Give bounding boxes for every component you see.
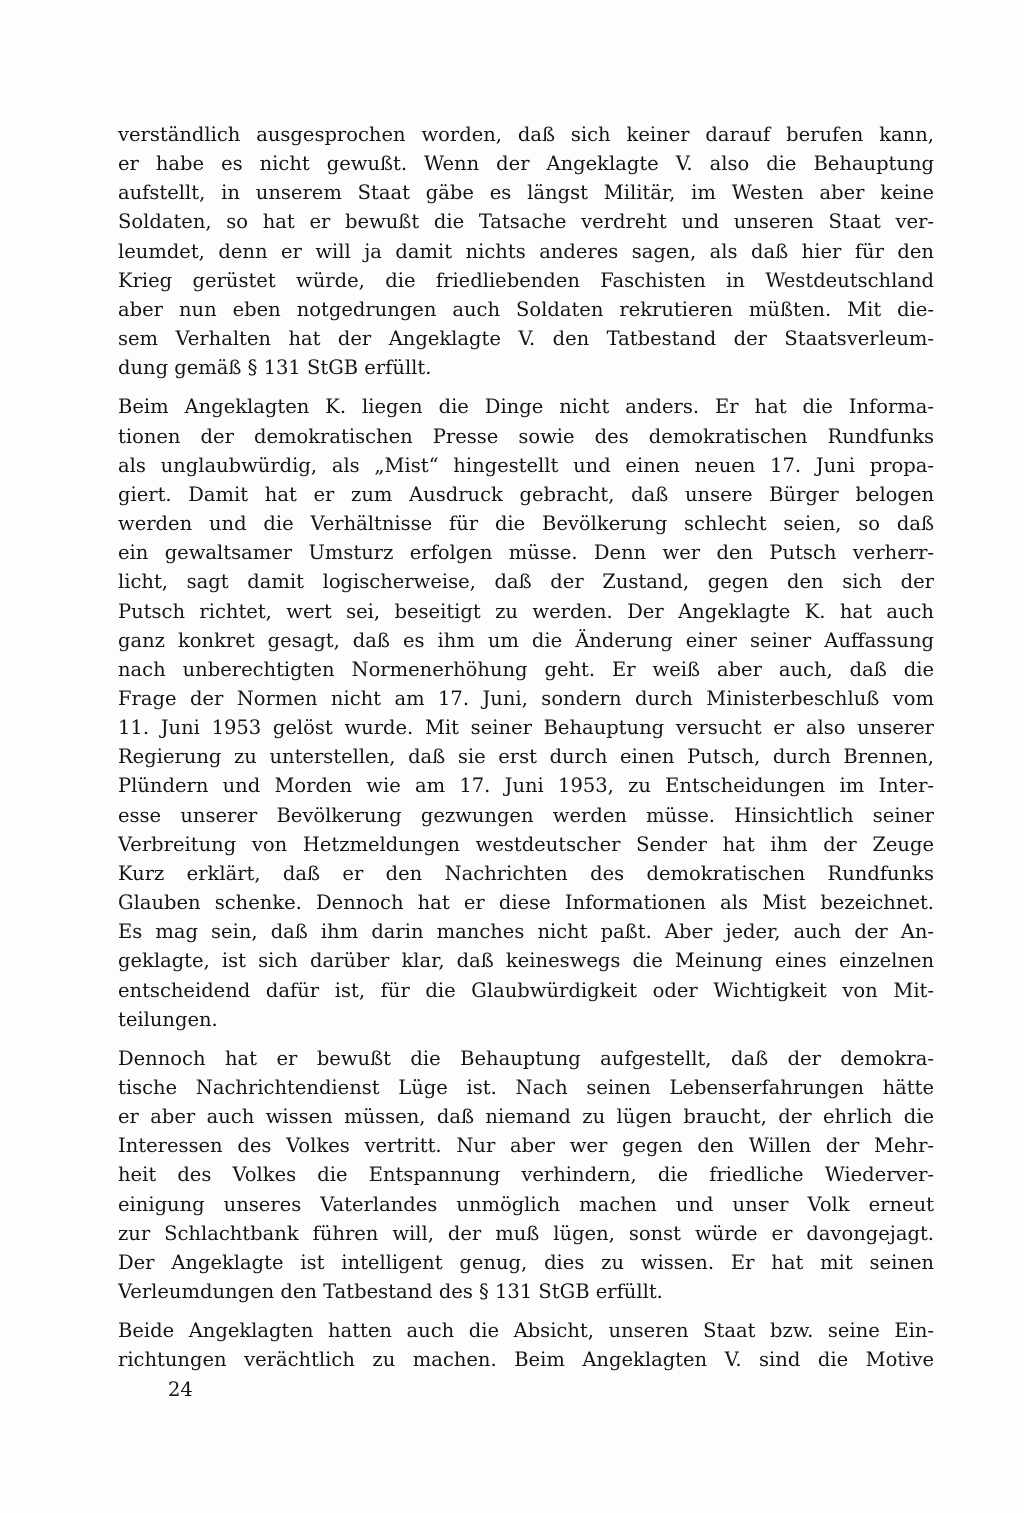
text-line: Beim Angeklagten K. liegen die Dinge nicht anders. Er hat die Informa- bbox=[118, 395, 934, 419]
text-line: Verleumdungen den Tatbestand des § 131 StGB erfüllt. bbox=[118, 1280, 663, 1304]
text-line: teilungen. bbox=[118, 1007, 218, 1031]
text-line: Der Angeklagte ist intelligent genug, dies zu wissen. Er hat mit seinen bbox=[118, 1250, 934, 1274]
text-line: Krieg gerüstet würde, die friedliebenden Faschisten in Westdeutschland bbox=[118, 268, 934, 292]
text-line: leumdet, denn er will ja damit nichts anderes sagen, als daß hier für den bbox=[118, 239, 934, 263]
text-line: Plündern und Morden wie am 17. Juni 1953, zu Entscheidungen im Inter- bbox=[118, 774, 934, 798]
body-text bbox=[118, 120, 934, 1385]
text-line: 11. Juni 1953 gelöst wurde. Mit seiner Behauptung versucht er also unserer bbox=[118, 716, 934, 740]
text-line: Frage der Normen nicht am 17. Juni, sondern durch Ministerbeschluß vom bbox=[118, 686, 934, 710]
text-line: entscheidend dafür ist, für die Glaubwürdigkeit oder Wichtigkeit von Mit- bbox=[118, 978, 934, 1002]
page-number: 24 bbox=[168, 1378, 193, 1401]
text-line: er habe es nicht gewußt. Wenn der Angeklagte V. also die Behauptung bbox=[118, 152, 934, 176]
text-line: Interessen des Volkes vertritt. Nur aber wer gegen den Willen der Mehr- bbox=[118, 1134, 934, 1158]
paragraph bbox=[118, 120, 934, 382]
text-line: Beide Angeklagten hatten auch die Absicht, unseren Staat bzw. seine Ein- bbox=[118, 1319, 934, 1343]
text-line: heit des Volkes die Entspannung verhindern, die friedliche Wiederver- bbox=[118, 1163, 934, 1187]
text-line: zur Schlachtbank führen will, der muß lügen, sonst würde er davongejagt. bbox=[118, 1221, 934, 1245]
text-line: giert. Damit hat er zum Ausdruck gebracht, daß unsere Bürger belogen bbox=[118, 482, 934, 506]
text-line: dung gemäß § 131 StGB erfüllt. bbox=[118, 356, 432, 380]
text-line: tische Nachrichtendienst Lüge ist. Nach seinen Lebenserfahrungen hätte bbox=[118, 1076, 934, 1099]
paragraph bbox=[118, 1316, 934, 1374]
text-line: tionen der demokratischen Presse sowie des demokratischen Rundfunks bbox=[118, 424, 934, 448]
text-line: licht, sagt damit logischerweise, daß der Zustand, gegen den sich der bbox=[118, 570, 934, 594]
text-line: einigung unseres Vaterlandes unmöglich machen und unser Volk erneut bbox=[118, 1192, 934, 1216]
text-line: Glauben schenke. Dennoch hat er diese Informationen als Mist bezeichnet. bbox=[118, 891, 934, 915]
text-line: ein gewaltsamer Umsturz erfolgen müsse. Denn wer den Putsch verherr- bbox=[118, 541, 934, 565]
paragraph bbox=[118, 1044, 934, 1306]
text-line: Es mag sein, daß ihm darin manches nicht paßt. Aber jeder, auch der An- bbox=[118, 920, 934, 944]
text-line: Kurz erklärt, daß er den Nachrichten des demokratischen Rundfunks bbox=[118, 861, 934, 885]
text-line: Verbreitung von Hetzmeldungen westdeutscher Sender hat ihm der Zeuge bbox=[118, 832, 934, 856]
text-line: Soldaten, so hat er bewußt die Tatsache verdreht und unseren Staat ver- bbox=[118, 210, 934, 234]
text-line: aufstellt, in unserem Staat gäbe es längst Militär, im Westen aber keine bbox=[118, 181, 934, 205]
text-line: ganz konkret gesagt, daß es ihm um die Änderung einer seiner Auffassung bbox=[118, 628, 934, 652]
text-line: nach unberechtigten Normenerhöhung geht. Er weiß aber auch, daß die bbox=[118, 657, 934, 681]
text-line: geklagte, ist sich darüber klar, daß keineswegs die Meinung eines einzelnen bbox=[118, 949, 934, 973]
text-line: er aber auch wissen müssen, daß niemand zu lügen braucht, der ehrlich die bbox=[118, 1105, 934, 1129]
text-line: sem Verhalten hat der Angeklagte V. den Tatbestand der Staatsverleum- bbox=[118, 327, 934, 351]
text-line: richtungen verächtlich zu machen. Beim Angeklagten V. sind die Motive bbox=[118, 1348, 934, 1372]
text-line: Regierung zu unterstellen, daß sie erst durch einen Putsch, durch Brennen, bbox=[118, 745, 934, 769]
text-line: als unglaubwürdig, als „Mist“ hingestellt und einen neuen 17. Juni propa- bbox=[118, 453, 934, 477]
paragraph bbox=[118, 392, 934, 1033]
text-line: aber nun eben notgedrungen auch Soldaten rekrutieren müßten. Mit die- bbox=[118, 297, 934, 321]
text-line: esse unserer Bevölkerung gezwungen werden müsse. Hinsichtlich seiner bbox=[118, 803, 934, 827]
text-line: werden und die Verhältnisse für die Bevölkerung schlecht seien, so daß bbox=[118, 512, 934, 536]
text-line: Putsch richtet, wert sei, beseitigt zu werden. Der Angeklagte K. hat auch bbox=[118, 599, 934, 623]
text-line: Dennoch hat er bewußt die Behauptung aufgestellt, daß der demokra- bbox=[118, 1046, 934, 1070]
text-line: verständlich ausgesprochen worden, daß sich keiner darauf berufen kann, bbox=[118, 123, 934, 146]
